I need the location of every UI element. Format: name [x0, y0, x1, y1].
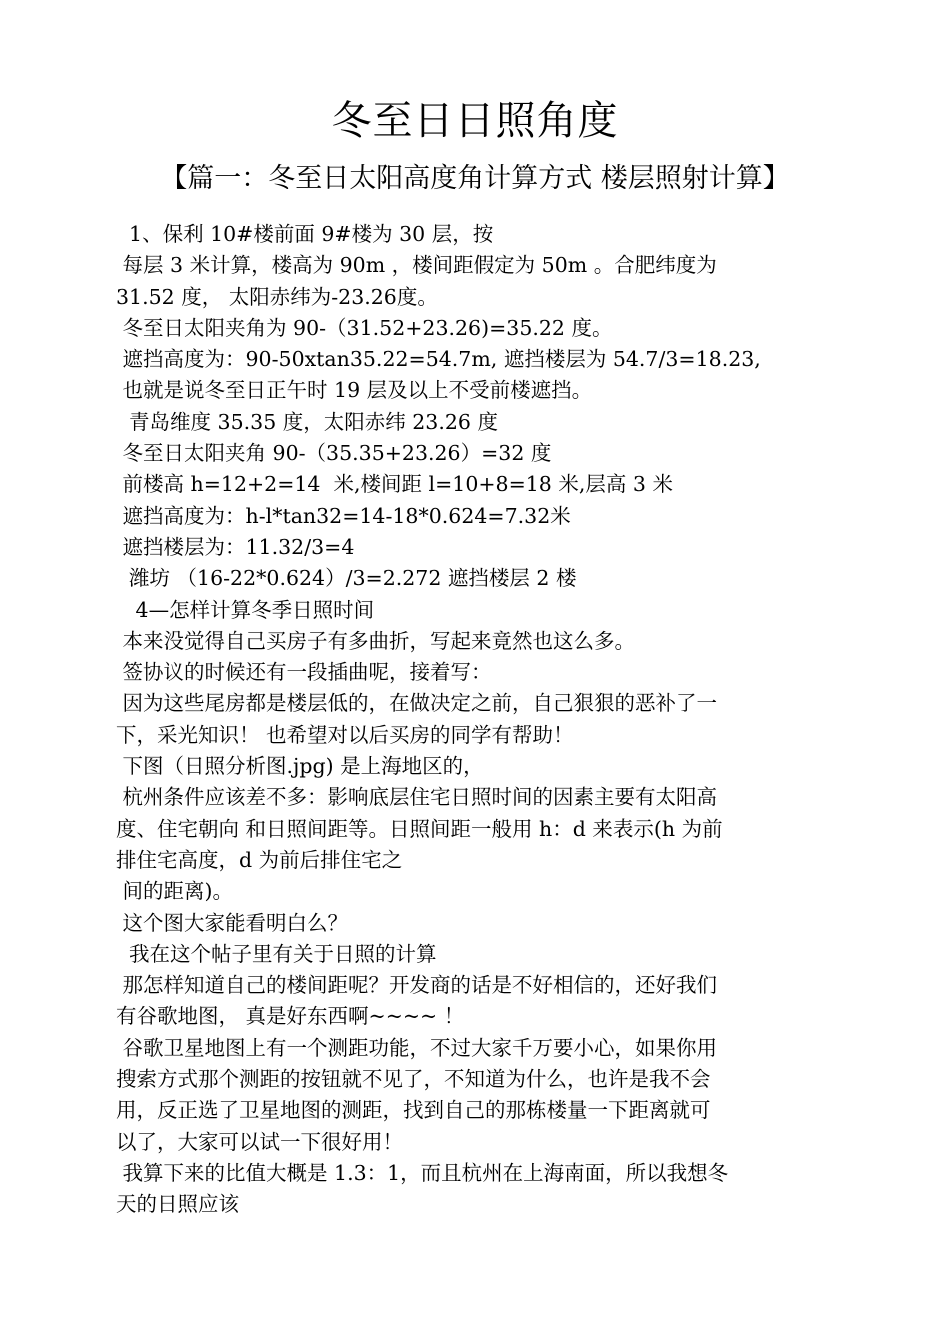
text-line: 遮挡高度为：90-50xtan35.22=54.7m, 遮挡楼层为 54.7/3=18.23, — [116, 347, 761, 372]
text-line: 我算下来的比值大概是 1.3：1，而且杭州在上海南面，所以我想冬 — [116, 1160, 729, 1185]
text-line: 这个图大家能看明白么？ — [116, 910, 349, 935]
text-line: 因为这些尾房都是楼层低的，在做决定之前，自己狠狠的恶补了一 — [116, 691, 718, 716]
text-line: 签协议的时候还有一段插曲呢，接着写： — [116, 660, 492, 685]
text-line: 冬至日太阳夹角 90-（35.35+23.26）=32 度 — [116, 441, 552, 466]
text-line: 天的日照应该 — [116, 1192, 239, 1217]
text-line: 有谷歌地图， 真是好东西啊~~~~ ！ — [116, 1004, 465, 1029]
text-line: 冬至日太阳夹角为 90-（31.52+23.26)=35.22 度。 — [116, 315, 613, 340]
text-line: 下图（日照分析图.jpg) 是上海地区的， — [116, 754, 484, 779]
text-line: 1、保利 10#楼前面 9#楼为 30 层，按 — [116, 222, 494, 246]
text-line: 排住宅高度，d 为前后排住宅之 — [116, 847, 403, 872]
text-line: 31.52 度， 太阳赤纬为-23.26度。 — [116, 284, 438, 309]
text-line: 前楼高 h=12+2=14 米,楼间距 l=10+8=18 米,层高 3 米 — [116, 472, 673, 497]
text-line: 也就是说冬至日正午时 19 层及以上不受前楼遮挡。 — [116, 378, 593, 403]
text-line: 每层 3 米计算，楼高为 90m ，楼间距假定为 50m 。合肥纬度为 — [116, 253, 717, 278]
text-line: 遮挡楼层为：11.32/3=4 — [116, 534, 355, 559]
text-line: 我在这个帖子里有关于日照的计算 — [116, 941, 437, 966]
text-line: 那怎样知道自己的楼间距呢？开发商的话是不好相信的，还好我们 — [116, 973, 718, 998]
text-line: 搜索方式那个测距的按钮就不见了，不知道为什么，也许是我不会 — [116, 1067, 711, 1092]
text-line: 用，反正选了卫星地图的测距，找到自己的那栋楼量一下距离就可 — [116, 1098, 711, 1123]
text-line: 杭州条件应该差不多：影响底层住宅日照时间的因素主要有太阳高 — [116, 785, 718, 810]
section-heading: 【篇一：冬至日太阳高度角计算方式 楼层照射计算】 — [160, 163, 790, 194]
text-line: 4—怎样计算冬季日照时间 — [116, 597, 375, 622]
body-text — [116, 219, 830, 1221]
text-line: 遮挡高度为：h-l*tan32=14-18*0.624=7.32米 — [116, 503, 571, 528]
text-line: 度、住宅朝向 和日照间距等。日照间距一般用 h：d 来表示(h 为前 — [116, 816, 723, 841]
page-title: 冬至日日照角度 — [331, 98, 619, 144]
text-line: 间的距离)。 — [116, 879, 234, 904]
text-line: 青岛维度 35.35 度，太阳赤纬 23.26 度 — [116, 409, 498, 434]
text-line: 谷歌卫星地图上有一个测距功能，不过大家千万要小心，如果你用 — [116, 1035, 718, 1060]
text-line: 潍坊 （16-22*0.624）/3=2.272 遮挡楼层 2 楼 — [116, 566, 577, 591]
text-line: 以了，大家可以试一下很好用！ — [116, 1129, 403, 1154]
text-line: 下，采光知识！ 也希望对以后买房的同学有帮助！ — [116, 722, 574, 747]
text-line: 本来没觉得自己买房子有多曲折，写起来竟然也这么多。 — [116, 628, 636, 653]
